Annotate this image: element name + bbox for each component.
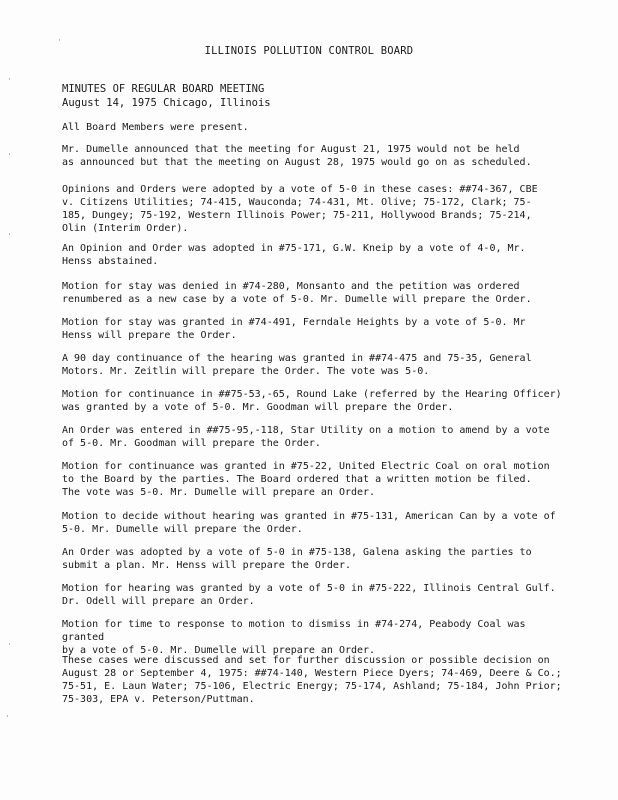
meeting-date-line: August 14, 1975 Chicago, Illinois [62, 97, 271, 109]
minutes-paragraph: An Order was adopted by a vote of 5-0 in #75-138, Galena asking the parties to submit a plan. Mr. Henss will prepare the Order. [62, 547, 532, 571]
minutes-paragraph: These cases were discussed and set for further discussion or possible decision on August 28 or September 4, 1975: ##74-140, Western Piece Dyers; 74-469, Deere & Co.; 75-51, E. Laun Water; 75-106, Electric Energy; 75-174, Ashland; 75-184, John Prior; 75-303, EPA v. Peterson/Puttman. [62, 655, 562, 705]
minutes-paragraph: Motion for continuance in ##75-53,-65, Round Lake (referred by the Hearing Officer) was granted by a vote of 5-0. Mr. Goodman will prepare the Order. [62, 389, 562, 413]
minutes-paragraph: An Order was entered in ##75-95,-118, Star Utility on a motion to amend by a vote of 5-0. Mr. Goodman will prepare the Order. [62, 425, 550, 449]
minutes-paragraph: A 90 day continuance of the hearing was granted in ##74-475 and 75-35, General Motors. Mr. Zeitlin will prepare the Order. The vote was 5-0. [62, 353, 532, 377]
minutes-paragraph: An Opinion and Order was adopted in #75-171, G.W. Kneip by a vote of 4-0, Mr. Henss abstained. [62, 243, 526, 267]
minutes-title-line: MINUTES OF REGULAR BOARD MEETING [62, 83, 265, 95]
minutes-paragraph: Mr. Dumelle announced that the meeting for August 21, 1975 would not be held as announced but that the meeting on August 28, 1975 would go on as scheduled. [62, 144, 532, 168]
minutes-paragraph: Motion to decide without hearing was granted in #75-131, American Can by a vote of 5-0. Mr. Dumelle will prepare the Order. [62, 511, 556, 535]
scan-mark: · [58, 36, 61, 46]
scan-mark: · [8, 640, 11, 650]
minutes-paragraph: Motion for stay was granted in #74-491, Ferndale Heights by a vote of 5-0. Mr Henss will prepare the Order. [62, 317, 526, 341]
minutes-title [62, 82, 271, 110]
minutes-paragraph: Motion for continuance was granted in #75-22, United Electric Coal on oral motion to the Board by the parties. The Board ordered that a written motion be filed. The vote was 5-0. Mr. Dumelle will prepare an Order. [62, 461, 550, 498]
board-heading: ILLINOIS POLLUTION CONTROL BOARD [204, 45, 414, 57]
minutes-paragraph: Motion for hearing was granted by a vote of 5-0 in #75-222, Illinois Central Gulf. Dr. Odell will prepare an Order. [62, 583, 556, 607]
scan-mark: · [6, 712, 9, 722]
minutes-paragraph: All Board Members were present. [62, 122, 249, 133]
minutes-paragraph: Motion for stay was denied in #74-280, Monsanto and the petition was ordered renumbered as a new case by a vote of 5-0. Mr. Dumelle will prepare the Order. [62, 281, 532, 305]
minutes-paragraph: Motion for time to response to motion to dismiss in #74-274, Peabody Coal was granted by a vote of 5-0. Mr. Dumelle will prepare an Order. [62, 619, 526, 656]
scan-mark: · [8, 75, 11, 85]
scan-mark: · [8, 230, 11, 240]
scan-mark: · [8, 150, 11, 160]
minutes-paragraph: Opinions and Orders were adopted by a vote of 5-0 in these cases: ##74-367, CBE v. Citizens Utilities; 74-415, Wauconda; 74-431, Mt. Olive; 75-172, Clark; 75- 185, Dungey; 75-192, Western Illinois Power; 75-211, Hollywood Brands; 75-214, Olin (Interim Order). [62, 184, 538, 234]
